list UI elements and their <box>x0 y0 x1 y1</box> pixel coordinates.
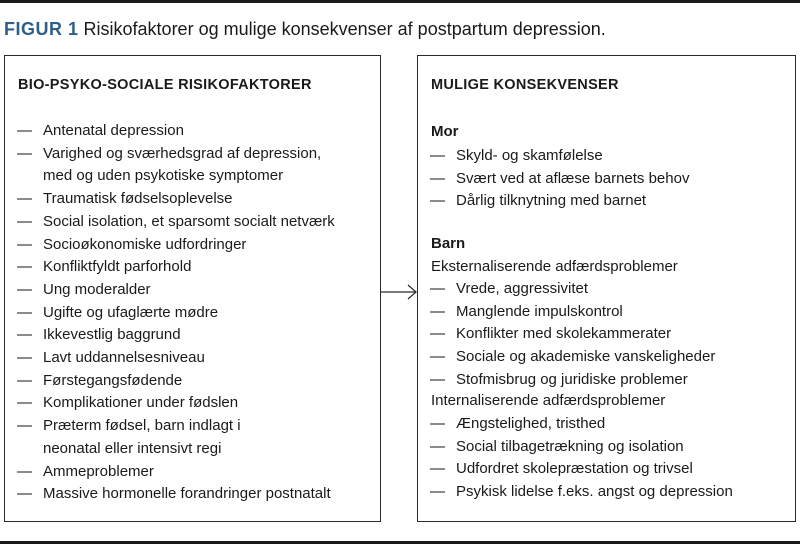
risk-factor-item <box>17 256 335 279</box>
internal-problem-item <box>430 481 733 504</box>
dash-bullet: — <box>17 417 32 435</box>
dash-bullet: — <box>17 326 32 344</box>
external-problem-item <box>430 323 715 346</box>
risk-factors-box <box>4 55 381 522</box>
risk-factors-list <box>17 120 335 506</box>
external-problem-item-text: Manglende impulskontrol <box>456 302 623 320</box>
external-problem-item <box>430 301 715 324</box>
risk-factor-text: Førstegangsfødende <box>43 371 183 389</box>
dash-bullet: — <box>430 302 445 320</box>
mor-item-text: Svært ved at aflæse barnets behov <box>456 169 690 187</box>
risk-factor-item <box>17 234 335 257</box>
risk-factor-text: Konfliktfyldt parforhold <box>43 258 192 276</box>
risk-factor-text: Ikkevestlig baggrund <box>43 326 181 344</box>
external-problem-item <box>430 346 715 369</box>
risk-factor-item <box>17 438 335 461</box>
internal-problem-item <box>430 413 733 436</box>
risk-factor-text: med og uden psykotiske symptomer <box>43 167 284 185</box>
dash-bullet: — <box>17 394 32 412</box>
external-problem-item-text: Sociale og akademiske vanskeligheder <box>456 348 716 366</box>
mor-item <box>430 168 689 191</box>
dash-bullet: — <box>17 462 32 480</box>
risk-factor-text: Antenatal depression <box>43 122 184 139</box>
top-rule <box>0 0 800 3</box>
dash-bullet: — <box>17 349 32 367</box>
consequences-heading: MULIGE KONSEKVENSER <box>431 77 619 93</box>
mor-item <box>430 145 689 168</box>
dash-bullet: — <box>430 147 445 164</box>
dash-bullet: — <box>430 437 445 455</box>
risk-factor-item <box>17 347 335 370</box>
dash-bullet: — <box>430 280 445 297</box>
external-problems-list <box>430 278 715 392</box>
dash-bullet: — <box>17 235 32 253</box>
risk-factor-item <box>17 370 335 393</box>
internal-problem-item-text: Udfordret skolepræstation og trivsel <box>456 460 693 478</box>
risk-factor-text: Lavt uddannelsesniveau <box>43 349 205 367</box>
risk-factor-item <box>17 461 335 484</box>
risk-factor-text: Præterm fødsel, barn indlagt i <box>43 417 241 435</box>
dash-bullet: — <box>430 370 445 388</box>
risk-factor-item <box>17 415 335 438</box>
risk-factor-item <box>17 302 335 325</box>
risk-factor-item <box>17 211 335 234</box>
risk-factor-item <box>17 165 335 188</box>
dash-bullet: — <box>430 192 445 210</box>
dash-bullet: — <box>430 325 445 343</box>
mor-item-text: Skyld- og skamfølelse <box>456 147 603 164</box>
mor-item <box>430 190 689 213</box>
risk-factor-text: Socioøkonomiske udfordringer <box>43 235 247 253</box>
risk-factor-item <box>17 188 335 211</box>
risk-factor-item <box>17 483 335 506</box>
dash-bullet: — <box>17 212 32 230</box>
dash-bullet: — <box>17 190 32 208</box>
figure-caption: Risikofaktorer og mulige konsekvenser af postpartum depression. <box>83 19 606 39</box>
consequences-box <box>417 55 796 522</box>
internal-problems-label: Internaliserende adfærdsproblemer <box>431 392 666 409</box>
external-problem-item <box>430 278 715 301</box>
dash-bullet: — <box>430 483 445 501</box>
risk-factor-text: Social isolation, et sparsomt socialt netværk <box>43 212 335 230</box>
dash-bullet: — <box>17 371 32 389</box>
bottom-rule <box>0 541 800 544</box>
mor-list <box>430 145 689 213</box>
external-problem-item-text: Vrede, aggressivitet <box>456 280 589 297</box>
external-problems-label: Eksternaliserende adfærdsproblemer <box>431 258 678 275</box>
dash-bullet: — <box>430 169 445 187</box>
internal-problem-item-text: Psykisk lidelse f.eks. angst og depression <box>456 483 733 501</box>
internal-problem-item-text: Ængstelighed, tristhed <box>456 415 606 432</box>
dash-bullet: — <box>17 485 32 503</box>
risk-factor-text: Ugifte og ufaglærte mødre <box>43 303 219 321</box>
risk-factor-text: Ammeproblemer <box>43 462 154 480</box>
risk-factor-text: Traumatisk fødselsoplevelse <box>43 190 233 208</box>
risk-factor-item <box>17 392 335 415</box>
risk-factor-text: Komplikationer under fødslen <box>43 394 239 412</box>
risk-factor-item <box>17 120 335 143</box>
arrow-right-icon <box>381 282 419 302</box>
internal-problem-item <box>430 458 733 481</box>
dash-bullet: — <box>17 280 32 298</box>
dash-bullet: — <box>17 122 32 139</box>
internal-problem-item <box>430 436 733 459</box>
risk-factor-text: Ung moderalder <box>43 280 151 298</box>
dash-bullet: — <box>17 258 32 276</box>
barn-heading: Barn <box>431 235 466 252</box>
figure-label: FIGUR 1 <box>4 19 79 39</box>
external-problem-item-text: Stofmisbrug og juridiske problemer <box>456 370 688 388</box>
internal-problem-item-text: Social tilbagetrækning og isolation <box>456 437 684 455</box>
risk-factor-item <box>17 324 335 347</box>
dash-bullet: — <box>430 415 445 432</box>
external-problem-item-text: Konflikter med skolekammerater <box>456 325 672 343</box>
dash-bullet: — <box>17 303 32 321</box>
risk-factor-text: neonatal eller intensivt regi <box>43 439 222 457</box>
mor-heading: Mor <box>431 123 459 140</box>
risk-factor-item <box>17 143 335 166</box>
risk-factor-item <box>17 279 335 302</box>
internal-problems-list <box>430 413 733 504</box>
dash-bullet: — <box>17 144 32 162</box>
risk-factors-heading: BIO-PSYKO-SOCIALE RISIKOFAKTORER <box>18 77 312 93</box>
risk-factor-text: Varighed og sværhedsgrad af depression, <box>43 144 322 162</box>
dash-bullet: — <box>430 460 445 478</box>
dash-bullet: — <box>430 348 445 366</box>
external-problem-item <box>430 369 715 392</box>
mor-item-text: Dårlig tilknytning med barnet <box>456 192 647 210</box>
figure-title <box>4 19 606 40</box>
risk-factor-text: Massive hormonelle forandringer postnatalt <box>43 485 331 503</box>
